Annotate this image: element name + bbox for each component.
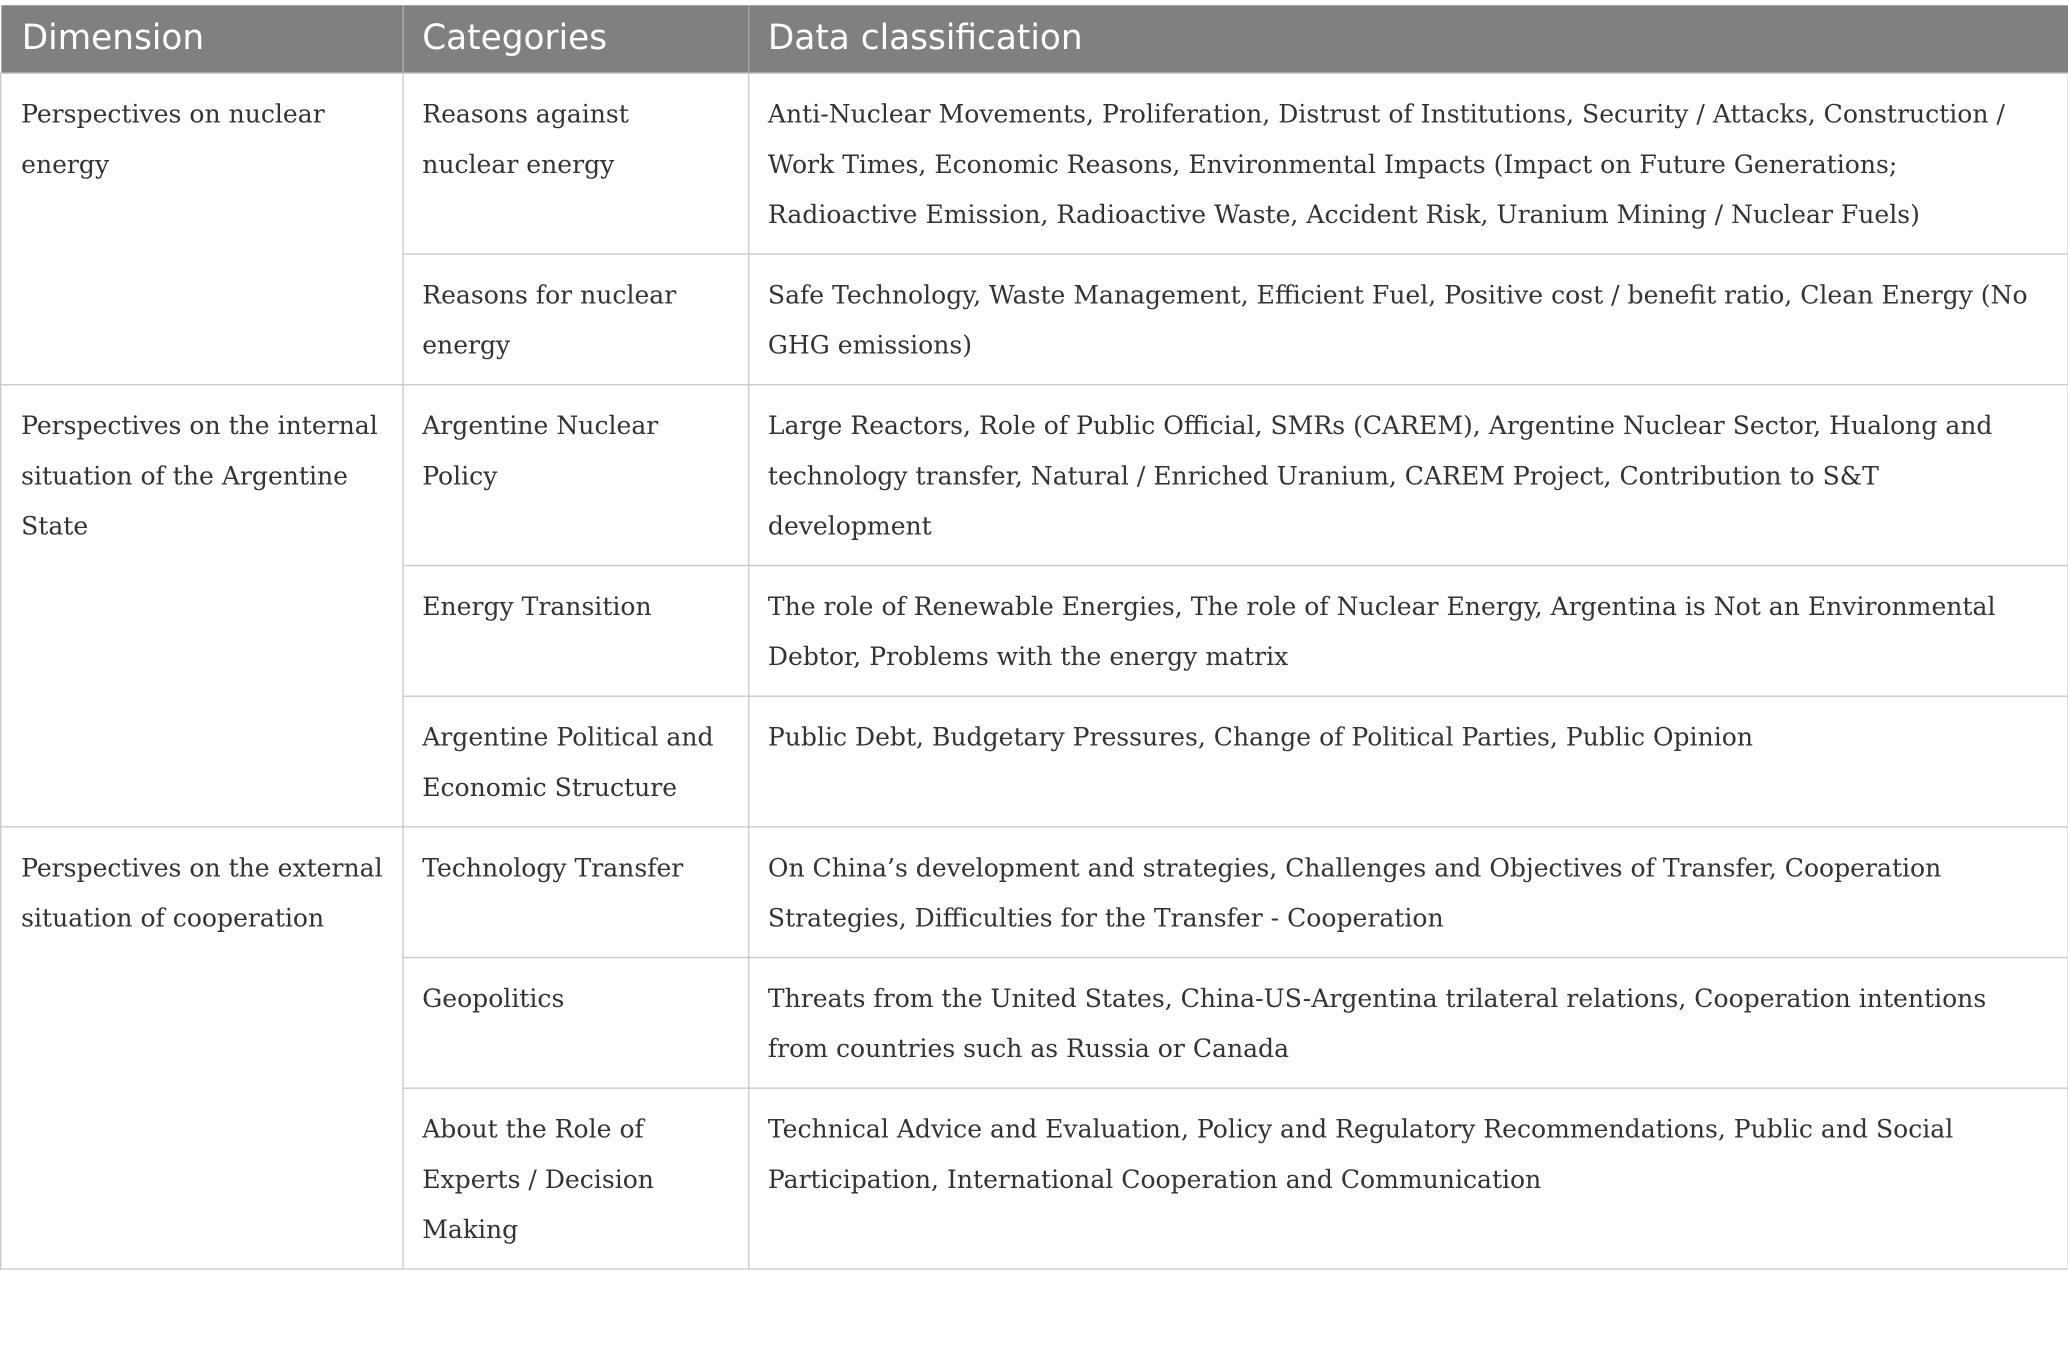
data-table [0,5,2068,1269]
category-cell: Argentine Nuclear Policy [403,384,749,565]
category-cell: Reasons for nuclear energy [403,253,749,384]
header-row [1,5,2068,72]
classification-cell: On China’s development and strategies, Challenges and Objectives of Transfer, Cooperation Strategies, Difficulties for the Transfer - Cooperation [749,826,2068,957]
classification-cell: Threats from the United States, China-US-Argentina trilateral relations, Cooperation intentions from countries such as Russia or Canada [749,957,2068,1088]
category-cell: Energy Transition [403,565,749,696]
category-cell: Argentine Political and Economic Structure [403,696,749,827]
category-cell: Geopolitics [403,957,749,1088]
header-categories: Categories [403,5,749,72]
classification-cell: Technical Advice and Evaluation, Policy and Regulatory Recommendations, Public and Social Participation, International Cooperation and Communication [749,1088,2068,1269]
header-data-classification: Data classification [749,5,2068,72]
table-row [1,384,2068,565]
category-cell: Reasons against nuclear energy [403,73,749,254]
classification-cell: Safe Technology, Waste Management, Efficient Fuel, Positive cost / benefit ratio, Clean Energy (No GHG emissions) [749,253,2068,384]
classification-cell: Large Reactors, Role of Public Official, SMRs (CAREM), Argentine Nuclear Sector, Hualong and technology transfer, Natural / Enriched Uranium, CAREM Project, Contribution to S&T development [749,384,2068,565]
table-row [1,73,2068,254]
header-dimension: Dimension [1,5,403,72]
dimension-cell: Perspectives on the internal situation of the Argentine State [1,384,403,826]
classification-cell: The role of Renewable Energies, The role of Nuclear Energy, Argentina is Not an Environmental Debtor, Problems with the energy matrix [749,565,2068,696]
classification-cell: Public Debt, Budgetary Pressures, Change of Political Parties, Public Opinion [749,696,2068,827]
dimension-cell: Perspectives on nuclear energy [1,73,403,384]
classification-cell: Anti-Nuclear Movements, Proliferation, Distrust of Institutions, Security / Attacks, Construction / Work Times, Economic Reasons, Environmental Impacts (Impact on Future Generations; Radioactive Emission, Radioactive Waste, Accident Risk, Uranium Mining / Nuclear Fuels) [749,73,2068,254]
category-cell: About the Role of Experts / Decision Making [403,1088,749,1269]
dimension-cell: Perspectives on the external situation of cooperation [1,826,403,1268]
category-cell: Technology Transfer [403,826,749,957]
table-row [1,826,2068,957]
